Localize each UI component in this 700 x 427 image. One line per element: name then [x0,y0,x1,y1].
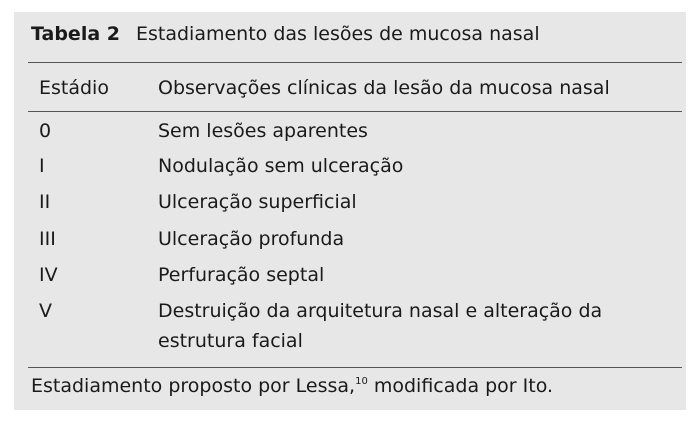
table-caption [31,22,540,46]
stage-cell: V [39,300,52,322]
stage-cell: I [39,155,45,177]
observation-cell: Ulceração profunda [158,228,345,250]
observation-cell: Destruição da arquitetura nasal e alteração da estrutura facial [158,300,603,352]
stage-cell: II [39,191,51,213]
stage-cell: 0 [39,120,52,142]
stage-cell: III [39,228,56,250]
observation-cell: Perfuração septal [158,264,325,286]
footnote-text: Estadiamento proposto por Lessa, [31,375,356,397]
stage-cell: IV [39,264,58,286]
bottom-rule [28,367,682,368]
table-label: Tabela 2 [31,23,120,45]
header-observation: Observações clínicas da lesão da mucosa nasal [158,77,610,99]
top-rule [28,62,682,63]
observation-cell: Ulceração superficial [158,191,357,213]
footnote-reference: 10 [355,376,368,387]
observation-cell: Nodulação sem ulceração [158,155,404,177]
header-stage: Estádio [39,77,109,99]
table-footnote [31,374,553,398]
table-panel [14,12,686,410]
table-title: Estadiamento das lesões de mucosa nasal [136,23,540,45]
header-rule [28,111,682,112]
observation-cell: Sem lesões aparentes [158,120,368,142]
footnote-text-end: modificada por Ito. [367,375,554,397]
